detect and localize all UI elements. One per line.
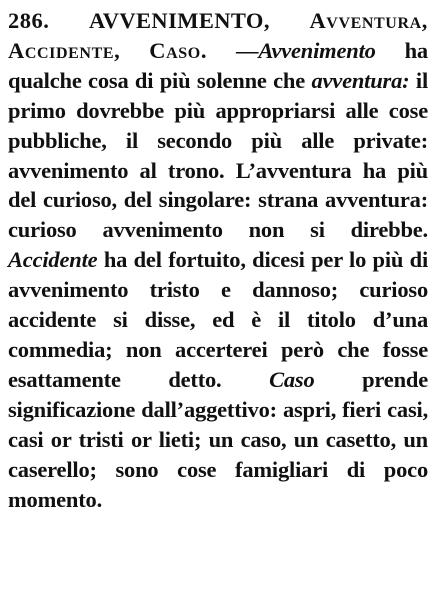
entry-dash: — xyxy=(236,37,259,63)
definition-text: ha del fortuito, dicesi per lo più di avvenimento tristo e dannoso; curioso accidente si disse, ed è il titolo d’una commedia; non accerterei però che fosse esattamente detto. xyxy=(8,247,428,392)
definition-text: prende significazione dall’aggettivo: aspri, fieri casi, casi or tristi or lieti; un caso, un casetto, un caserello; sono cose famigliari di poco momento. xyxy=(8,366,428,512)
synonym-entry xyxy=(8,6,428,514)
term-accidente: Accidente xyxy=(8,247,98,273)
definition-text: ha qualche cosa di più solenne che xyxy=(8,37,428,93)
definition-text: il primo dovrebbe più appropriarsi alle cose pubbliche, il secondo più alle private: avvenimento al trono. L’avventura ha più del curioso, del singolare: strana avventura: curioso avvenimento non si direbbe. xyxy=(8,67,428,243)
term-avventura: avventura: xyxy=(311,67,410,93)
entry-headword: AVVENIMENTO, xyxy=(88,8,270,33)
synonym-accidente: Accidente, xyxy=(8,37,121,63)
entry-number: 286. xyxy=(8,8,50,33)
synonym-caso: Caso. xyxy=(149,37,208,63)
term-caso: Caso xyxy=(269,366,315,392)
synonym-avventura: Avventura, xyxy=(309,8,428,33)
term-avvenimento: Avvenimento xyxy=(258,37,376,63)
